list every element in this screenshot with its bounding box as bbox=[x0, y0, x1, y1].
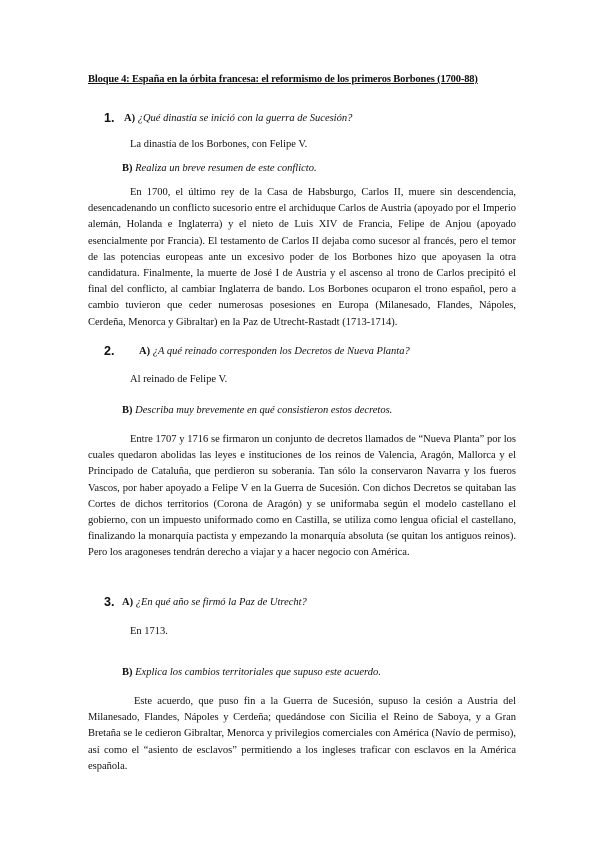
question-2a-text: ¿A qué reinado corresponden los Decretos de Nueva Planta? bbox=[152, 346, 410, 357]
question-2a bbox=[139, 346, 410, 357]
question-1b-text: Realiza un breve resumen de este conflicto. bbox=[135, 163, 317, 174]
question-1a-text: ¿Qué dinastía se inició con la guerra de Sucesión? bbox=[137, 113, 353, 124]
question-3b-text: Explica los cambios territoriales que supuso este acuerdo. bbox=[135, 667, 381, 678]
question-3a-label: A) bbox=[122, 597, 134, 608]
question-1-number: 1. bbox=[104, 111, 115, 125]
answer-2b: Entre 1707 y 1716 se firmaron un conjunto de decretos llamados de “Nueva Planta” por los cuales quedaron abolidas las leyes e instituciones de los reinos de Valencia, Aragón, Mallorca y el Principado de Cataluña, que perdieron su soberanía. Tan sólo la conservaron Navarra y los fueros Vascos, por haber apoyado a Felipe V en la Guerra de Sucesión. Con dichos Decretos se quitaban las Cortes de dichos territorios (Corona de Aragón) y se uniformaba según el modelo castellano el gobierno, con un impuesto uniformado como en Castilla, se utiliza como lengua oficial el castellano, finalizando la monarquía pactista y empezando la monarquía absoluta (se quitan los antiguos reinos). Pero los aragoneses tendrán derecho a viajar y a hacer negocio con América. bbox=[88, 434, 516, 559]
answer-3b: Este acuerdo, que puso fin a la Guerra de Sucesión, supuso la cesión a Austria del Milanesado, Flandes, Nápoles y Cerdeña; quedándose con Sicilia el Reino de Saboya, y a Gran Bretaña se le cedieron Gibraltar, Menorca y privilegios comerciales con América (Navío de permiso), así como el “asiento de esclavos” permitiendo a los ingleses traficar con esclavos en la América española. bbox=[88, 696, 516, 772]
document-title: Bloque 4: España en la órbita francesa: el reformismo de los primeros Borbones (1700-88) bbox=[88, 74, 478, 85]
question-1a bbox=[124, 113, 352, 124]
question-2a-label: A) bbox=[139, 346, 151, 357]
question-3a bbox=[122, 597, 307, 608]
question-1b bbox=[122, 163, 317, 174]
question-1a-label: A) bbox=[124, 113, 136, 124]
question-2-number: 2. bbox=[104, 344, 115, 358]
answer-1b: En 1700, el último rey de la Casa de Habsburgo, Carlos II, muere sin descendencia, desencadenando un conflicto sucesorio entre el archiduque Carlos de Austria (apoyado por el Imperio alemán, Holanda e Inglaterra) y el nieto de Luis XIV de Francia, Felipe de Anjou (apoyado esencialmente por Francia). El testamento de Carlos II dejaba como sucesor al francés, pero el temor de las potencias europeas ante un excesivo poder de los Borbones hizo que apoyasen la otra candidatura. Finalmente, la muerte de José I de Austria y el ascenso al trono de Carlos precipitó el final del conflicto, al cambiar Inglaterra de bando. Los Borbones ocuparon el trono español, pero a cambio tuvieron que ceder numerosas posesiones en Europa (Milanesado, Flandes, Nápoles, Cerdeña, Menorca y Gibraltar) en la Paz de Utrecht-Rastadt (1713-1714). bbox=[88, 187, 516, 328]
question-3-number: 3. bbox=[104, 595, 115, 609]
question-2b-text: Describa muy brevemente en qué consistieron estos decretos. bbox=[135, 405, 393, 416]
question-2b bbox=[122, 405, 392, 416]
answer-3a: En 1713. bbox=[130, 626, 168, 637]
question-1b-label: B) bbox=[122, 163, 133, 174]
answer-2a: Al reinado de Felipe V. bbox=[130, 374, 228, 385]
question-3b bbox=[122, 667, 381, 678]
answer-1a: La dinastía de los Borbones, con Felipe V. bbox=[130, 139, 308, 150]
question-2b-label: B) bbox=[122, 405, 133, 416]
question-3a-text: ¿En qué año se firmó la Paz de Utrecht? bbox=[135, 597, 307, 608]
question-3b-label: B) bbox=[122, 667, 133, 678]
